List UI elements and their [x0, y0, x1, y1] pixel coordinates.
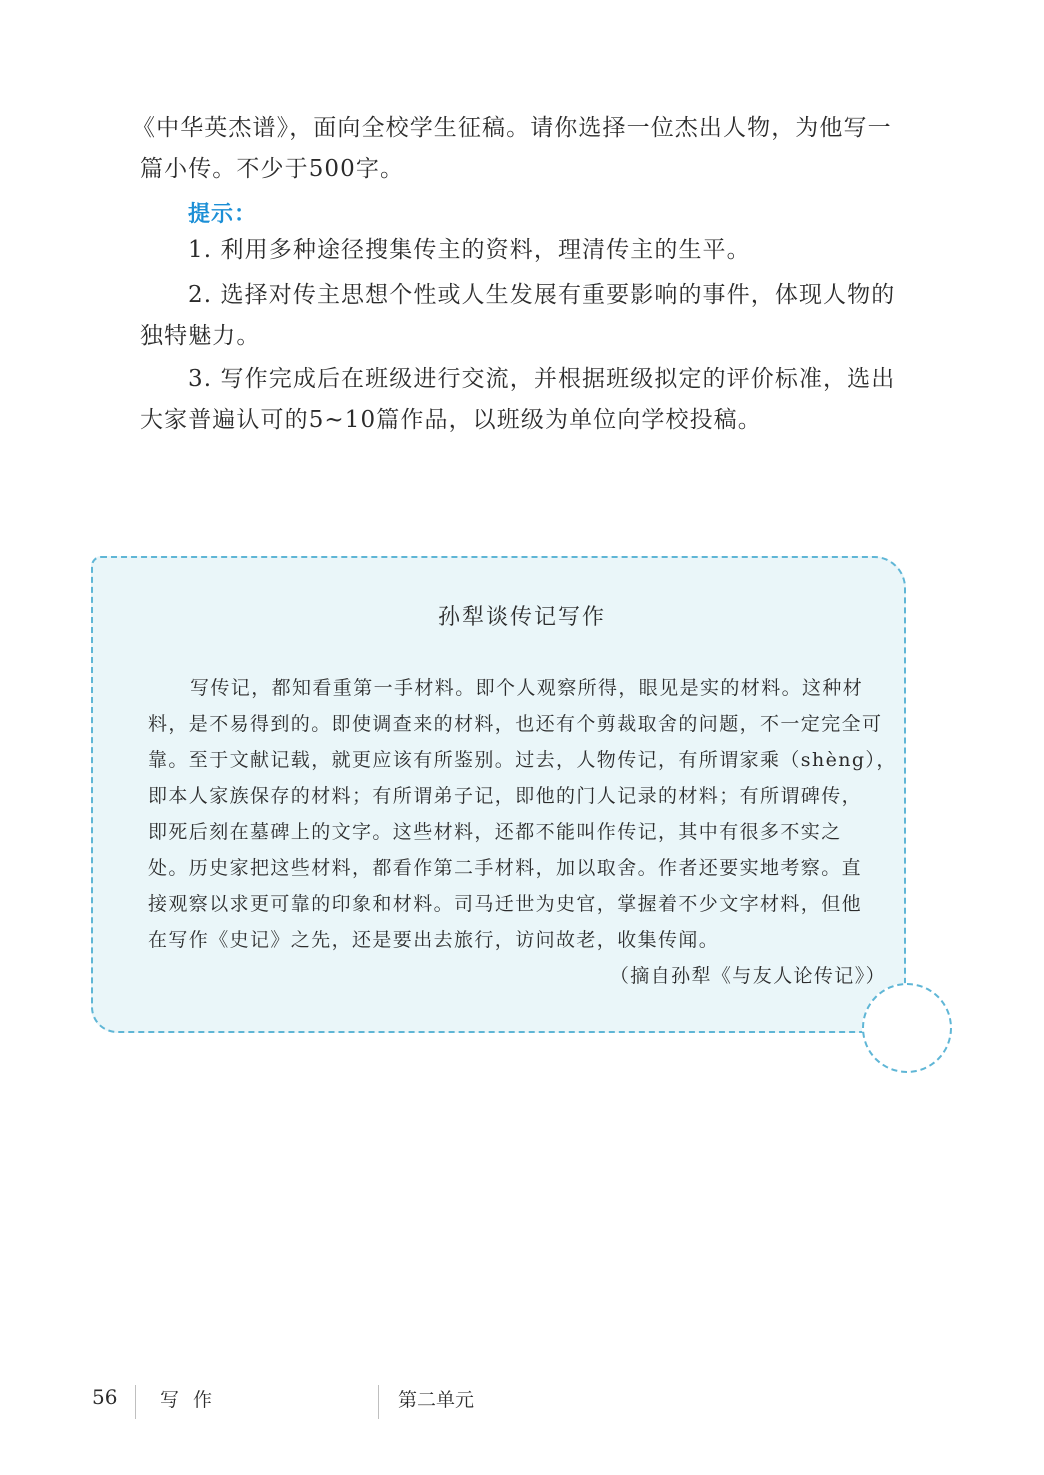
sidebar-box-line-8: 在写作《史记》之先，还是要出去旅行，访问故老，收集传闻。 [148, 929, 720, 951]
footer-unit: 第二单元 [398, 1389, 475, 1411]
sidebar-box-notch [862, 983, 952, 1073]
tip-item-1: 1. 利用多种途径搜集传主的资料，理清传主的生平。 [188, 237, 751, 263]
sidebar-box-source: （摘自孙犁《与友人论传记》） [609, 965, 886, 987]
intro-line-1: 《中华英杰谱》，面向全校学生征稿。请你选择一位杰出人物，为他写一 [132, 115, 892, 141]
sidebar-box-line-5: 即死后刻在墓碑上的文字。这些材料，还都不能叫作传记，其中有很多不实之 [148, 821, 842, 843]
intro-line-2: 篇小传。不少于500字。 [140, 156, 405, 182]
tips-heading: 提示： [188, 202, 258, 227]
sidebar-box-line-4: 即本人家族保存的材料；有所谓弟子记，即他的门人记录的材料；有所谓碑传， [148, 785, 863, 807]
sidebar-box-line-7: 接观察以求更可靠的印象和材料。司马迁世为史官，掌握着不少文字材料，但他 [148, 893, 863, 915]
sidebar-box-line-6: 处。历史家把这些材料，都看作第二手材料，加以取舍。作者还要实地考察。直 [148, 857, 863, 879]
tip-item-3-line-1: 3. 写作完成后在班级进行交流，并根据班级拟定的评价标准，选出 [188, 366, 896, 392]
tip-item-2-line-1: 2. 选择对传主思想个性或人生发展有重要影响的事件，体现人物的 [188, 282, 896, 308]
sidebar-box-line-3: 靠。至于文献记载，就更应该有所鉴别。过去，人物传记，有所谓家乘（shèng）， [148, 749, 897, 771]
page-number: 56 [92, 1385, 118, 1409]
footer-section: 写 作 [160, 1389, 217, 1411]
tip-item-3-line-2: 大家普遍认可的5~10篇作品，以班级为单位向学校投稿。 [140, 407, 762, 433]
tip-item-2-line-2: 独特魅力。 [140, 323, 261, 349]
footer-divider-2 [378, 1385, 379, 1419]
footer-divider-1 [135, 1385, 136, 1419]
sidebar-box-line-2: 料，是不易得到的。即使调查来的材料，也还有个剪裁取舍的问题，不一定完全可 [148, 713, 883, 735]
sidebar-box-line-1: 写传记，都知看重第一手材料。即个人观察所得，眼见是实的材料。这种材 [190, 677, 864, 699]
sidebar-box-title: 孙犁谈传记写作 [437, 605, 606, 630]
